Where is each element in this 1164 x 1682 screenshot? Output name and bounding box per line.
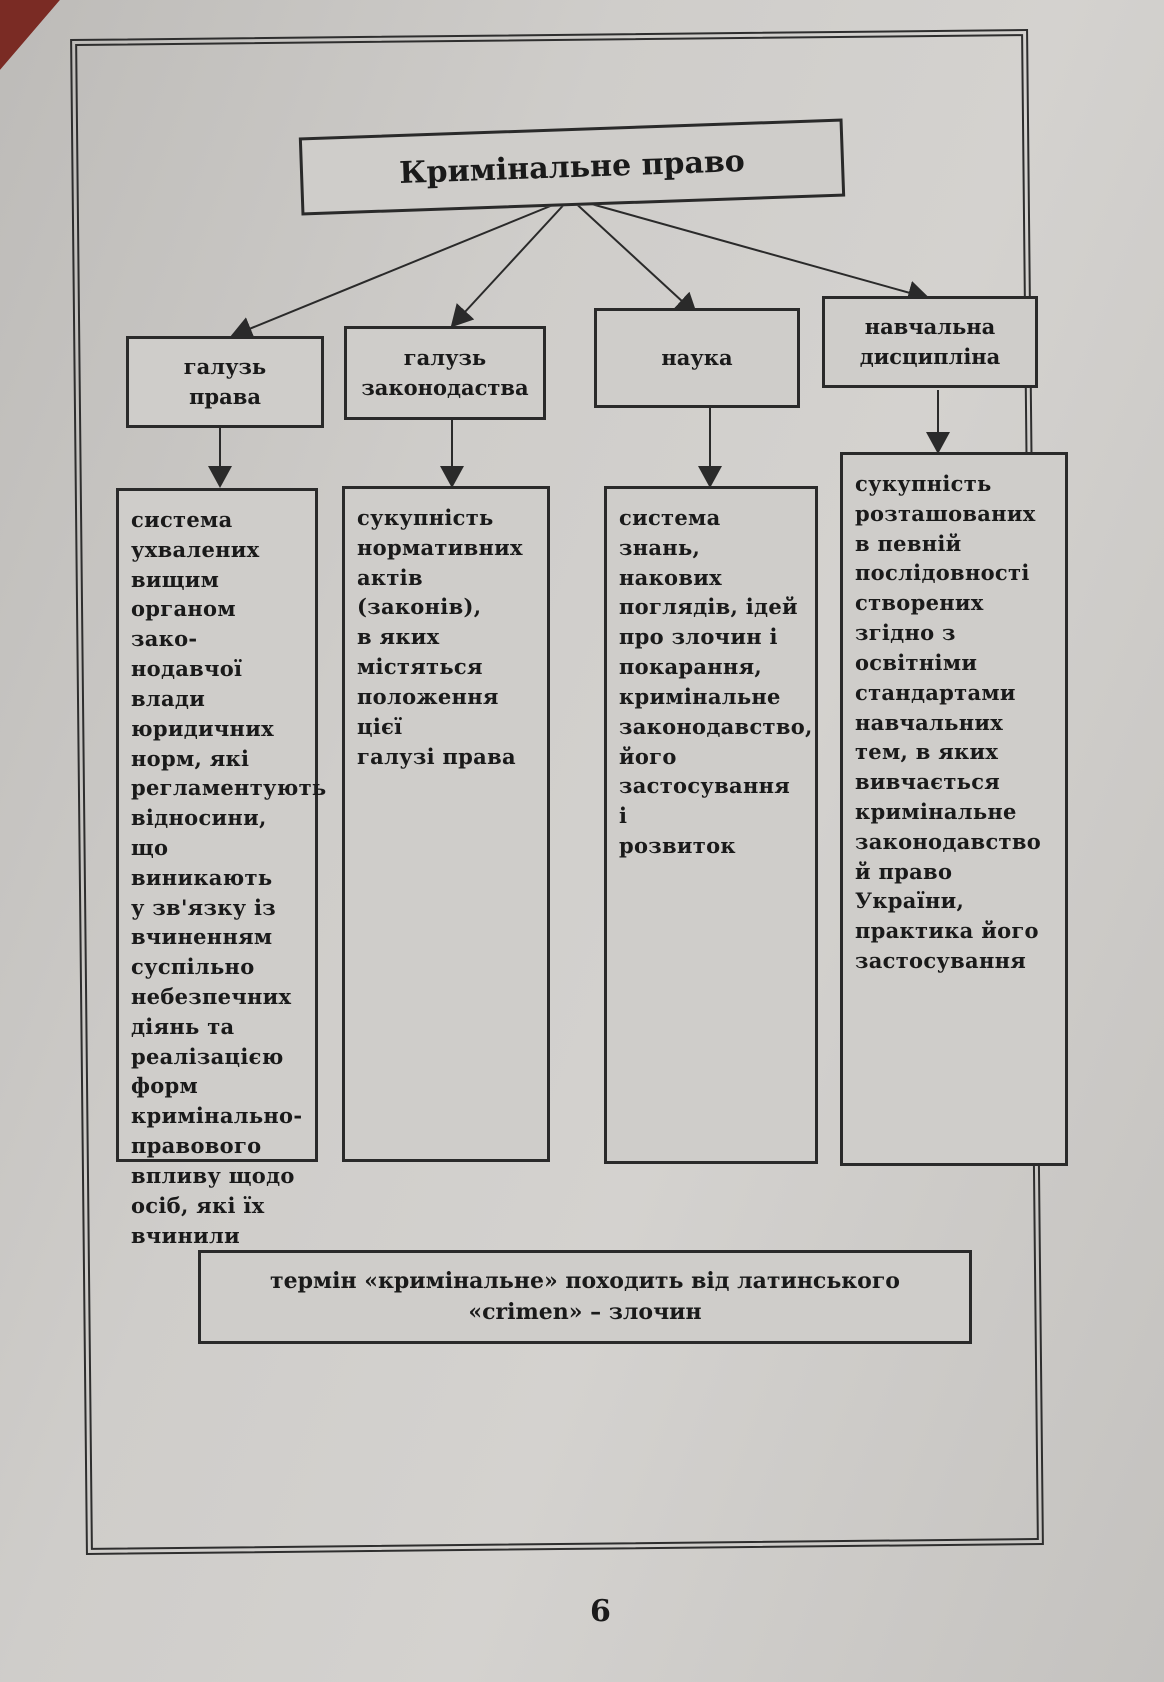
etymology-line-1: термін «кримінальне» походить від латинського <box>270 1268 900 1295</box>
definition-branch-of-legislation: сукупність нормативних актів (законів), в яких містяться положення цієї галузі права <box>342 486 550 1162</box>
etymology-line-2: «crimen» – злочин <box>468 1299 702 1325</box>
category-branch-of-law: галузь права <box>126 336 324 428</box>
etymology-note <box>198 1250 972 1344</box>
page-number: 6 <box>590 1594 611 1629</box>
category-discipline: навчальна дисципліна <box>822 296 1038 388</box>
arrow-to-branch-of-law <box>232 198 570 336</box>
arrow-to-branch-of-legislation <box>452 198 570 326</box>
category-science: наука <box>594 308 800 408</box>
definition-discipline: сукупність розташованих в певній послідовності створених згідно з освітніми стандартами навчальних тем, в яких вивчається кримінальне законодавство й право України, практика його застосування <box>840 452 1068 1166</box>
category-branch-of-legislation: галузь законодаства <box>344 326 546 420</box>
definition-science: система знань, накових поглядів, ідей про злочин і покарання, кримінальне законодавство, його застосування і розвиток <box>604 486 818 1164</box>
diagram-title: Кримінальне право <box>299 119 845 216</box>
definition-branch-of-law: система ухвалених вищим органом зако- нодавчої влади юридичних норм, які регламентують відносини, що виникають у зв'язку із вчиненням суспільно небезпечних діянь та реалізацією форм кримінально- правового впливу щодо осіб, які їх вчинили <box>116 488 318 1162</box>
